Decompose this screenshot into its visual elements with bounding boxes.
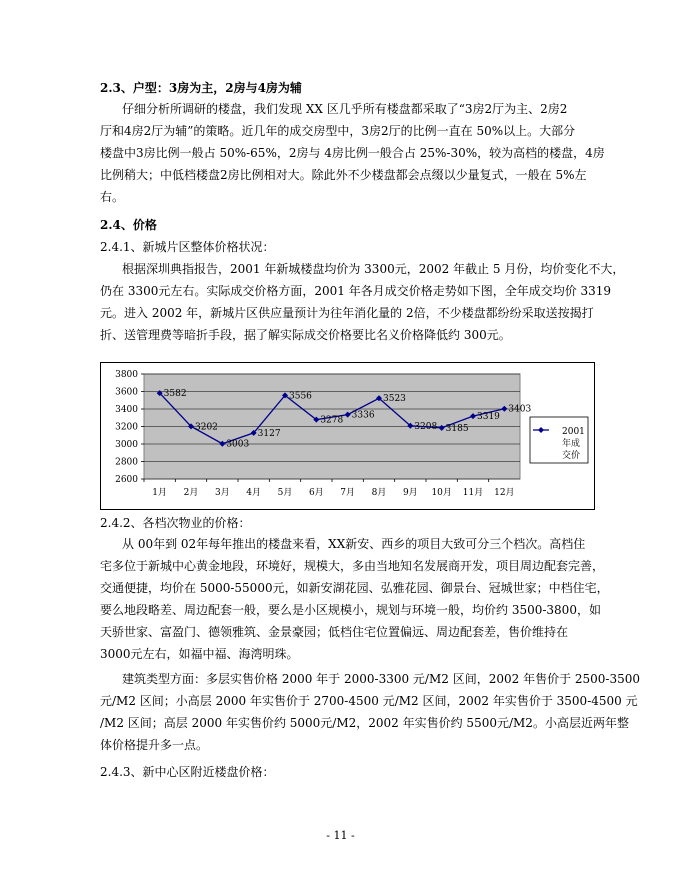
text-line: 元/M2 区间；小高层 2000 年实售价于 2700-4500 元/M2 区间，2002 年实售价于 3500-4500 元 xyxy=(100,694,638,708)
text-line: 从 00年到 02年每年推出的楼盘来看，XX新安、西乡的项目大致可分三个档次。高档住 xyxy=(122,537,586,551)
text-line: 元。进入 2002 年，新城片区供应量预计为往年消化量的 2倍，不少楼盘都纷纷采取送按揭打 xyxy=(100,306,594,320)
text-line: 仔细分析所调研的楼盘，我们发现 XX 区几乎所有楼盘都采取了“3房2厅为主、2房2 xyxy=(122,102,568,116)
paragraph-grade-prices xyxy=(100,533,609,665)
x-tick-label: 7月 xyxy=(340,488,356,498)
paragraph-unit-types xyxy=(100,98,605,208)
data-label: 3278 xyxy=(320,415,344,426)
data-label: 3208 xyxy=(414,421,438,432)
paragraph-building-types xyxy=(100,668,641,756)
heading-2-3: 2.3、户型：3房为主，2房与4房为辅 xyxy=(100,81,302,95)
heading-2-4-1: 2.4.1、新城片区整体价格状况： xyxy=(100,240,275,254)
data-label: 3127 xyxy=(257,428,281,439)
text-line: 宅多位于新城中心黄金地段，环境好，规模大，多由当地知名发展商开发，项目周边配套完善， xyxy=(100,559,605,573)
text-line: 3000元左右，如福中福、海湾明珠。 xyxy=(100,647,299,661)
y-tick-label: 3400 xyxy=(115,405,138,415)
text-line: 交通便捷，均价在 5000-55000元，如新安湖花园、弘雅花园、御景台、冠城世家；中档住宅， xyxy=(100,581,609,595)
x-tick-label: 10月 xyxy=(431,488,452,498)
data-label: 3202 xyxy=(195,422,218,433)
legend-label-line-3: 交价 xyxy=(562,451,581,461)
paragraph-overall-price xyxy=(100,258,625,346)
text-line: 折、送管理费等暗折手段，据了解实际成交价格要比名义价格降低约 300元。 xyxy=(100,328,511,342)
text-line: 要么地段略差、周边配套一般，要么是小区规模小，规划与环境一般，均价约 3500-3800，如 xyxy=(100,603,601,617)
legend-label-line-1: 2001 xyxy=(562,427,585,437)
text-line: 根据深圳典指报告，2001 年新城楼盘均价为 3300元，2002 年截止 5 月份，均价变化不大， xyxy=(122,262,625,276)
data-label: 3403 xyxy=(508,404,532,415)
x-tick-label: 2月 xyxy=(183,488,199,498)
y-tick-label: 3000 xyxy=(115,440,138,450)
x-tick-label: 3月 xyxy=(214,488,230,498)
x-tick-label: 9月 xyxy=(402,488,418,498)
x-tick-label: 1月 xyxy=(152,488,168,498)
x-tick-label: 5月 xyxy=(277,488,293,498)
text-line: 天骄世家、富盈门、德领雅筑、金景豪园；低档住宅位置偏远、周边配套差，售价维持在 xyxy=(100,625,569,639)
data-label: 3319 xyxy=(477,412,500,423)
y-tick-label: 3800 xyxy=(115,370,138,380)
x-tick-label: 12月 xyxy=(494,488,515,498)
data-label: 3556 xyxy=(289,391,312,402)
text-line: 建筑类型方面：多层实售价格 2000 年于 2000-3300 元/M2 区间，2002 年售价于 2500-3500 xyxy=(122,672,641,686)
x-tick-label: 11月 xyxy=(462,488,484,498)
x-tick-label: 4月 xyxy=(246,488,262,498)
page-number: - 11 - xyxy=(326,829,355,842)
text-line: /M2 区间；高层 2000 年实售价约 5000元/M2，2002 年实售价约 5500元/M2。小高层近两年整 xyxy=(100,716,629,730)
price-trend-chart xyxy=(100,362,595,510)
data-label: 3523 xyxy=(383,394,406,405)
x-tick-label: 6月 xyxy=(308,488,324,498)
heading-2-4-3: 2.4.3、新中心区附近楼盘价格： xyxy=(100,765,275,779)
data-label: 3185 xyxy=(445,423,469,434)
text-line: 仍在 3300元左右。实际成交价格方面，2001 年各月成交价格走势如下图，全年成交均价 3319 xyxy=(100,284,612,298)
text-line: 右。 xyxy=(100,190,125,204)
text-line: 体价格提升多一点。 xyxy=(100,738,209,752)
x-tick-label: 8月 xyxy=(371,488,387,498)
legend-label-line-2: 年成 xyxy=(562,439,581,449)
data-label: 3003 xyxy=(226,439,250,450)
heading-2-4: 2.4、价格 xyxy=(100,218,157,232)
data-label: 3582 xyxy=(163,389,187,400)
text-line: 楼盘中3房比例一般占 50%-65%，2房与 4房比例一般合占 25%-30%，较为高档的楼盘，4房 xyxy=(100,146,605,160)
y-tick-label: 2800 xyxy=(115,457,138,468)
text-line: 比例稍大；中低档楼盘2房比例相对大。除此外不少楼盘都会点缀以少量复式，一般在 5%左 xyxy=(100,168,587,182)
y-tick-label: 2600 xyxy=(115,475,138,485)
text-line: 厅和4房2厅为辅”的策略。近几年的成交房型中，3房2厅的比例一直在 50%以上。大部分 xyxy=(100,124,576,138)
data-label: 3336 xyxy=(351,410,375,421)
y-tick-label: 3600 xyxy=(115,387,138,398)
heading-2-4-2: 2.4.2、各档次物业的价格： xyxy=(100,516,251,530)
y-tick-label: 3200 xyxy=(115,422,138,433)
